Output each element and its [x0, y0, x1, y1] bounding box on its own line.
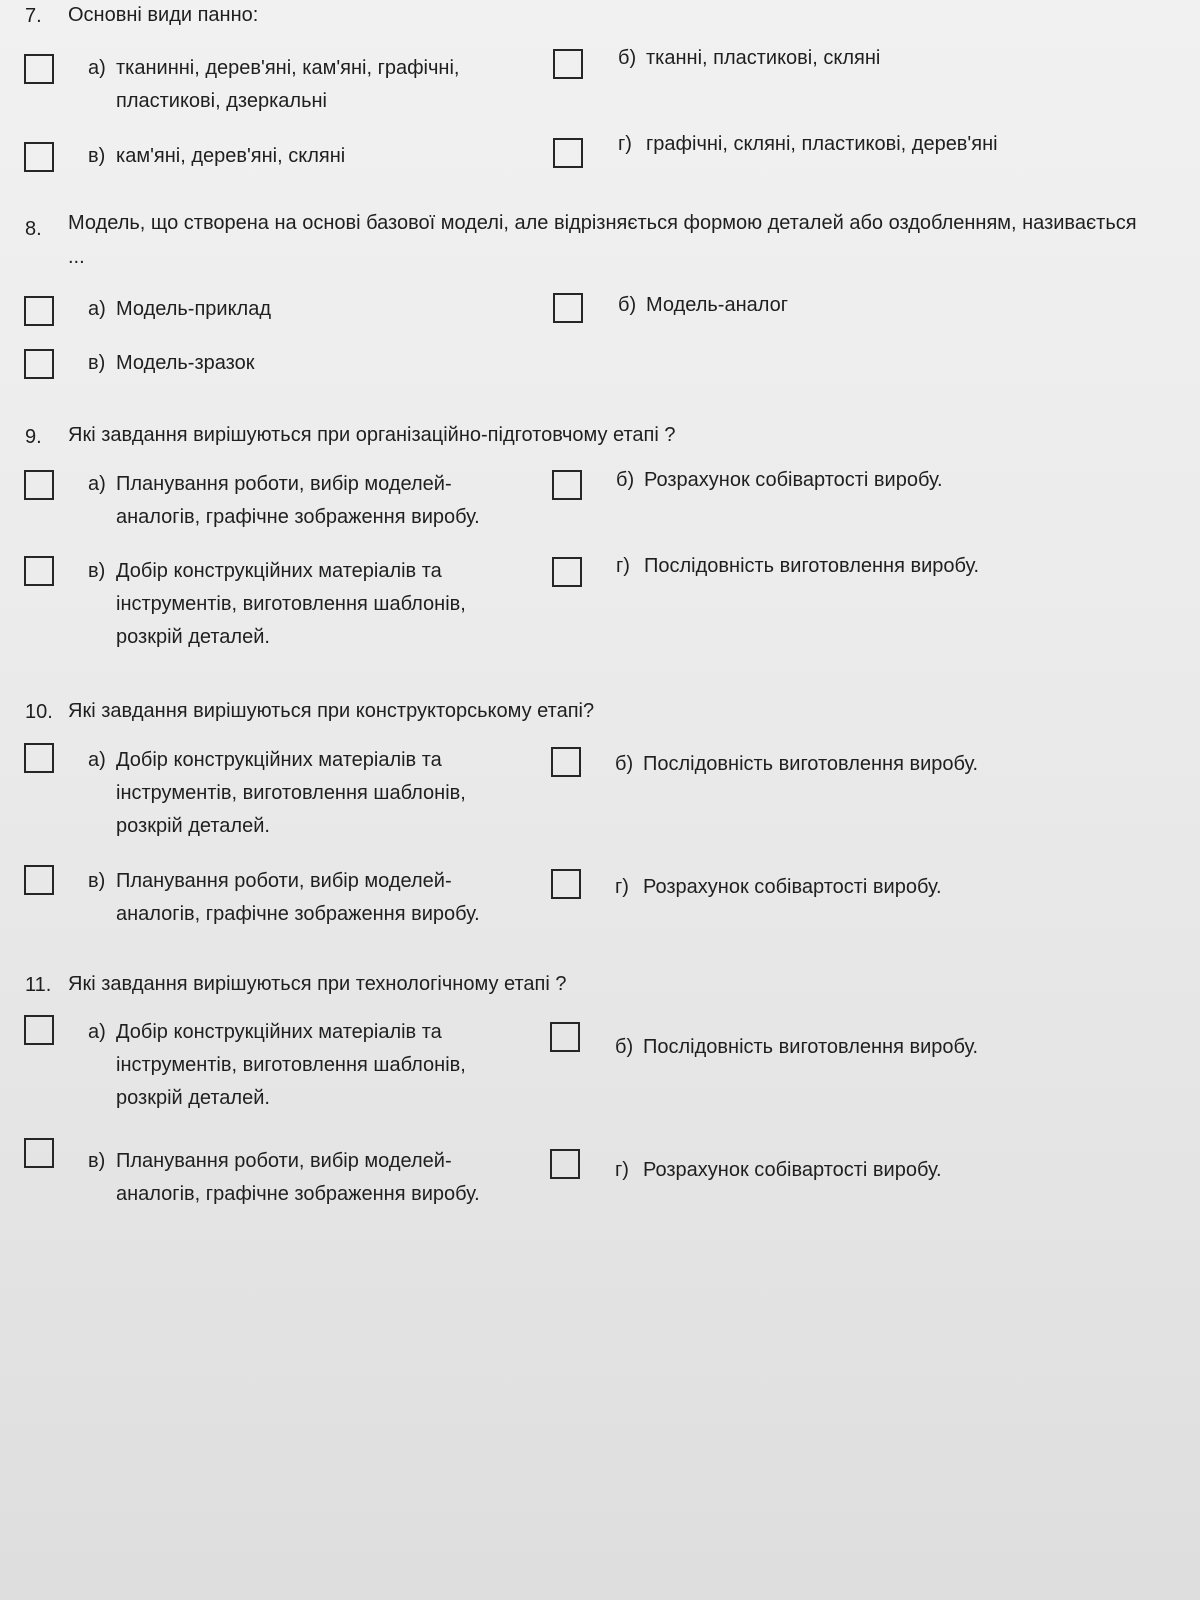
option-text: Послідовність виготовлення виробу. — [643, 1036, 979, 1058]
answer-option — [615, 1031, 978, 1064]
answer-option — [88, 1016, 466, 1115]
answer-checkbox[interactable] — [24, 1138, 54, 1168]
question-text: Модель, що створена на основі базової моделі, але відрізняється формою деталей або оздобленням, називається ... — [68, 212, 1137, 268]
option-text: Послідовність виготовлення виробу. — [643, 753, 979, 775]
option-text: інструментів, виготовлення шаблонів, — [116, 593, 466, 615]
answer-option — [88, 865, 480, 931]
option-text: аналогів, графічне зображення виробу. — [116, 1183, 480, 1205]
option-text: Модель-приклад — [116, 298, 272, 320]
option-marker: а) — [88, 57, 106, 79]
answer-option — [88, 52, 459, 118]
option-text: аналогів, графічне зображення виробу. — [116, 903, 480, 925]
question-number: 8. — [25, 218, 42, 240]
option-text: інструментів, виготовлення шаблонів, — [116, 782, 466, 804]
answer-checkbox[interactable] — [24, 54, 54, 84]
answer-option — [88, 555, 466, 654]
option-text: Добір конструкційних матеріалів та — [116, 560, 442, 582]
answer-checkbox[interactable] — [550, 1022, 580, 1052]
question-text: Основні види панно: — [68, 4, 259, 26]
answer-checkbox[interactable] — [552, 470, 582, 500]
answer-option — [618, 42, 880, 75]
answer-option — [616, 550, 979, 583]
question-text: Які завдання вирішуються при організаційно-підготовчому етапі ? — [68, 424, 676, 446]
answer-checkbox[interactable] — [24, 142, 54, 172]
answer-option — [88, 1145, 480, 1211]
answer-checkbox[interactable] — [551, 747, 581, 777]
question-number: 10. — [25, 701, 53, 723]
option-marker: б) — [616, 469, 635, 491]
answer-checkbox[interactable] — [553, 138, 583, 168]
option-text: Розрахунок собівартості виробу. — [644, 469, 943, 491]
answer-checkbox[interactable] — [24, 865, 54, 895]
option-text: пластикові, дзеркальні — [116, 90, 327, 112]
question-number: 7. — [25, 5, 42, 27]
answer-checkbox[interactable] — [552, 557, 582, 587]
option-text: графічні, скляні, пластикові, дерев'яні — [646, 133, 998, 155]
option-text: кам'яні, дерев'яні, скляні — [116, 145, 346, 167]
option-marker: в) — [88, 870, 106, 892]
option-text: Розрахунок собівартості виробу. — [643, 1159, 942, 1181]
option-marker: в) — [88, 560, 106, 582]
option-marker: г) — [615, 876, 629, 898]
option-marker: а) — [88, 298, 106, 320]
option-text: розкрій деталей. — [116, 1087, 270, 1109]
answer-option — [615, 1154, 942, 1187]
option-text: Планування роботи, вибір моделей- — [116, 870, 452, 892]
option-text: Модель-аналог — [646, 294, 789, 316]
answer-option — [88, 468, 480, 534]
option-text: Планування роботи, вибір моделей- — [116, 1150, 452, 1172]
option-marker: б) — [615, 1036, 634, 1058]
answer-option — [615, 748, 978, 781]
option-text: розкрій деталей. — [116, 626, 270, 648]
answer-option — [88, 293, 271, 326]
option-marker: г) — [615, 1159, 629, 1181]
option-marker: а) — [88, 749, 106, 771]
answer-checkbox[interactable] — [551, 869, 581, 899]
option-text: аналогів, графічне зображення виробу. — [116, 506, 480, 528]
option-text: розкрій деталей. — [116, 815, 270, 837]
option-marker: б) — [618, 294, 637, 316]
option-text: тканинні, дерев'яні, кам'яні, графічні, — [116, 57, 460, 79]
option-text: Послідовність виготовлення виробу. — [644, 555, 980, 577]
option-text: інструментів, виготовлення шаблонів, — [116, 1054, 466, 1076]
option-marker: б) — [615, 753, 634, 775]
answer-checkbox[interactable] — [24, 470, 54, 500]
option-text: Планування роботи, вибір моделей- — [116, 473, 452, 495]
question-text: Які завдання вирішуються при технологічному етапі ? — [68, 973, 567, 995]
answer-option — [88, 140, 345, 173]
answer-checkbox[interactable] — [24, 743, 54, 773]
answer-option — [616, 464, 943, 497]
answer-option — [615, 871, 942, 904]
question-text: Які завдання вирішуються при конструкторському етапі? — [68, 700, 595, 722]
answer-checkbox[interactable] — [24, 296, 54, 326]
answer-option — [88, 347, 254, 380]
option-text: Добір конструкційних матеріалів та — [116, 1021, 442, 1043]
answer-checkbox[interactable] — [550, 1149, 580, 1179]
answer-checkbox[interactable] — [24, 1015, 54, 1045]
option-marker: а) — [88, 1021, 106, 1043]
answer-checkbox[interactable] — [553, 293, 583, 323]
option-marker: г) — [616, 555, 630, 577]
answer-option — [618, 289, 788, 322]
answer-checkbox[interactable] — [24, 349, 54, 379]
option-marker: г) — [618, 133, 632, 155]
option-text: Модель-зразок — [116, 352, 255, 374]
option-text: тканні, пластикові, скляні — [646, 47, 881, 69]
option-text: Розрахунок собівартості виробу. — [643, 876, 942, 898]
option-marker: в) — [88, 1150, 106, 1172]
option-marker: в) — [88, 145, 106, 167]
answer-option — [618, 128, 998, 161]
question-number: 9. — [25, 426, 42, 448]
option-marker: б) — [618, 47, 637, 69]
answer-checkbox[interactable] — [553, 49, 583, 79]
answer-option — [88, 744, 466, 843]
option-marker: а) — [88, 473, 106, 495]
option-text: Добір конструкційних матеріалів та — [116, 749, 442, 771]
option-marker: в) — [88, 352, 106, 374]
question-number: 11. — [25, 974, 52, 996]
answer-checkbox[interactable] — [24, 556, 54, 586]
